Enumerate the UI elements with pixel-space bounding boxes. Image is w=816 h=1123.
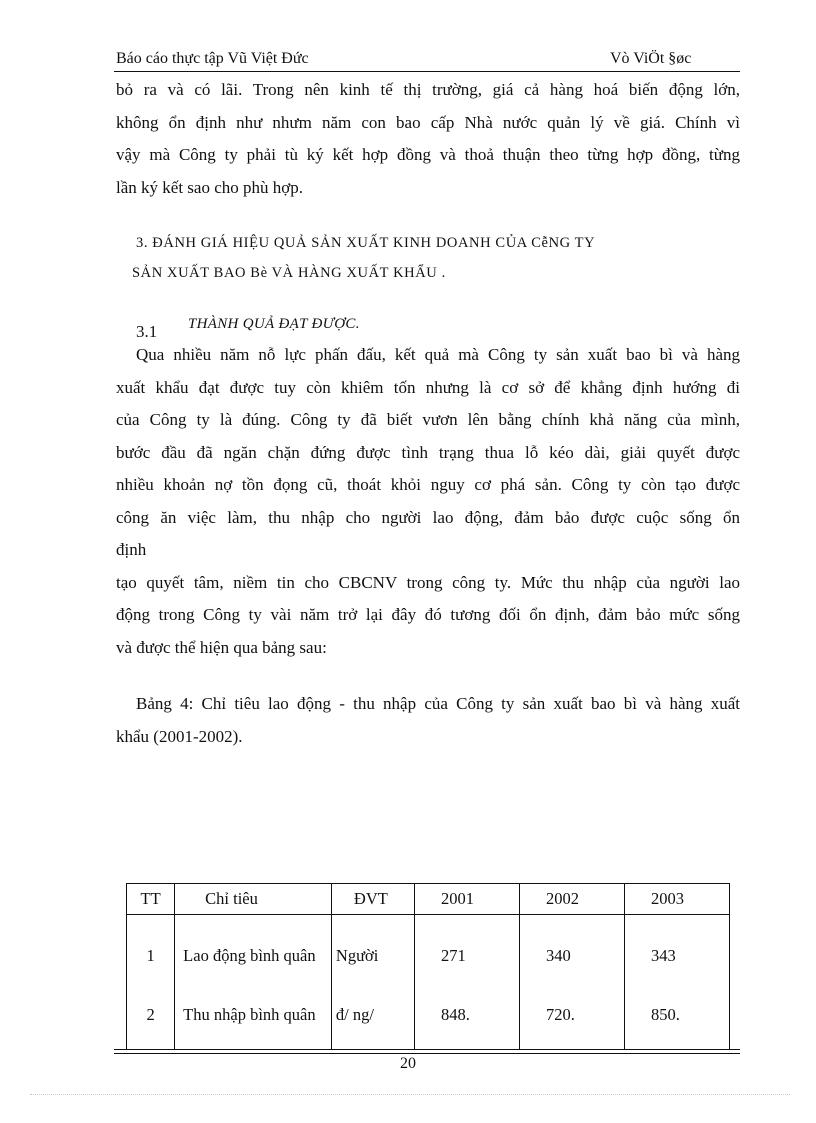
header-right-title: Vò ViÖt §øc [610,50,692,67]
header-cell-2003: 2003 [624,884,729,915]
caption-line: Bảng 4: Chỉ tiêu lao động - thu nhập của Công ty sản xuất bao bì và hàng xuất [136,694,740,713]
cell-indicator: Lao động bình quân [175,915,332,989]
table-row [127,988,730,1050]
subsection-title: THÀNH QUẢ ĐẠT ĐƯỢC. [188,316,360,332]
cell-indicator: Thu nhập bình quân [175,988,332,1050]
header-cell-tt: TT [127,884,175,915]
section-heading [132,228,740,288]
caption-line: khẩu (2001-2002). [116,726,243,746]
text-line: Qua nhiều năm nỗ lực phấn đấu, kết quả mà Công ty sản xuất bao bì và hàng [136,345,740,364]
labor-income-table [126,883,730,1050]
header-cell-2002: 2002 [519,884,624,915]
table-row [127,915,730,989]
header-cell-2001: 2001 [415,884,520,915]
text-line: động trong Công ty vài năm trở lại đây đó tương đối ổn định, đảm bảo mức sống [116,605,740,624]
text-line: và được thể hiện qua bảng sau: [116,637,327,657]
text-line: bỏ ra và có lãi. Trong nên kinh tế thị trường, giá cả hàng hoá biến động lớn, [116,80,740,99]
text-line: không ổn định như nhưm năm con bao cấp Nhà nước quản lý về giá. Chính vì [116,112,740,132]
body-paragraph [116,339,740,664]
cell-value-2002: 720. [519,988,624,1050]
header-rule [114,71,740,72]
text-line: tạo quyết tâm, niềm tin cho CBCNV trong công ty. Mức thu nhập của người lao [116,572,740,592]
cell-tt: 2 [127,988,175,1050]
cell-value-2003: 850. [624,988,729,1050]
text-line: xuất khẩu đạt được tuy còn khiêm tốn nhưng là cơ sở để khẳng định hướng đi [116,377,740,397]
header-cell-indicator: Chỉ tiêu [175,884,332,915]
footer-rule [114,1049,740,1050]
cell-unit: đ/ ng/ [331,988,414,1050]
section-heading-line2: SẢN XUẤT BAO Bè VÀ HÀNG XUẤT KHẨU . [132,265,446,281]
text-line: vậy mà Công ty phải tù ký kết hợp đồng và thoả thuận theo từng hợp đồng, từng [116,145,740,164]
header-cell-unit: ĐVT [331,884,414,915]
section-heading-line1: 3. ĐÁNH GIÁ HIỆU QUẢ SẢN XUẤT KINH DOANH CỦA CễNG TY [136,235,596,251]
page-number: 20 [400,1055,416,1072]
text-line: của Công ty là đúng. Công ty đã biết vươn lên bằng chính khả năng của mình, [116,410,740,429]
page-bottom-dotted-line [30,1094,790,1095]
cell-value-2002: 340 [519,915,624,989]
footer-rule [114,1053,740,1054]
cell-value-2003: 343 [624,915,729,989]
header-left-title: Báo cáo thực tập Vũ Việt Đức [116,50,309,67]
subsection-number: 3.1 [136,322,158,341]
table-header-row [127,884,730,915]
cell-tt: 1 [127,915,175,989]
cell-value-2001: 848. [415,988,520,1050]
text-line: định [116,540,147,559]
text-line: lần ký kết sao cho phù hợp. [116,177,303,197]
text-line: bước đầu đã ngăn chặn đứng được tình trạng thua lỗ kéo dài, giải quyết được [116,442,740,462]
text-line: công ăn việc làm, thu nhập cho người lao động, đảm bảo được cuộc sống ổn [116,507,740,527]
text-line: nhiều khoản nợ tồn đọng cũ, thoát khỏi nguy cơ phá sản. Công ty còn tạo được [116,475,740,494]
intro-paragraph [116,74,740,204]
cell-unit: Người [331,915,414,989]
cell-value-2001: 271 [415,915,520,989]
table-caption [116,688,740,753]
